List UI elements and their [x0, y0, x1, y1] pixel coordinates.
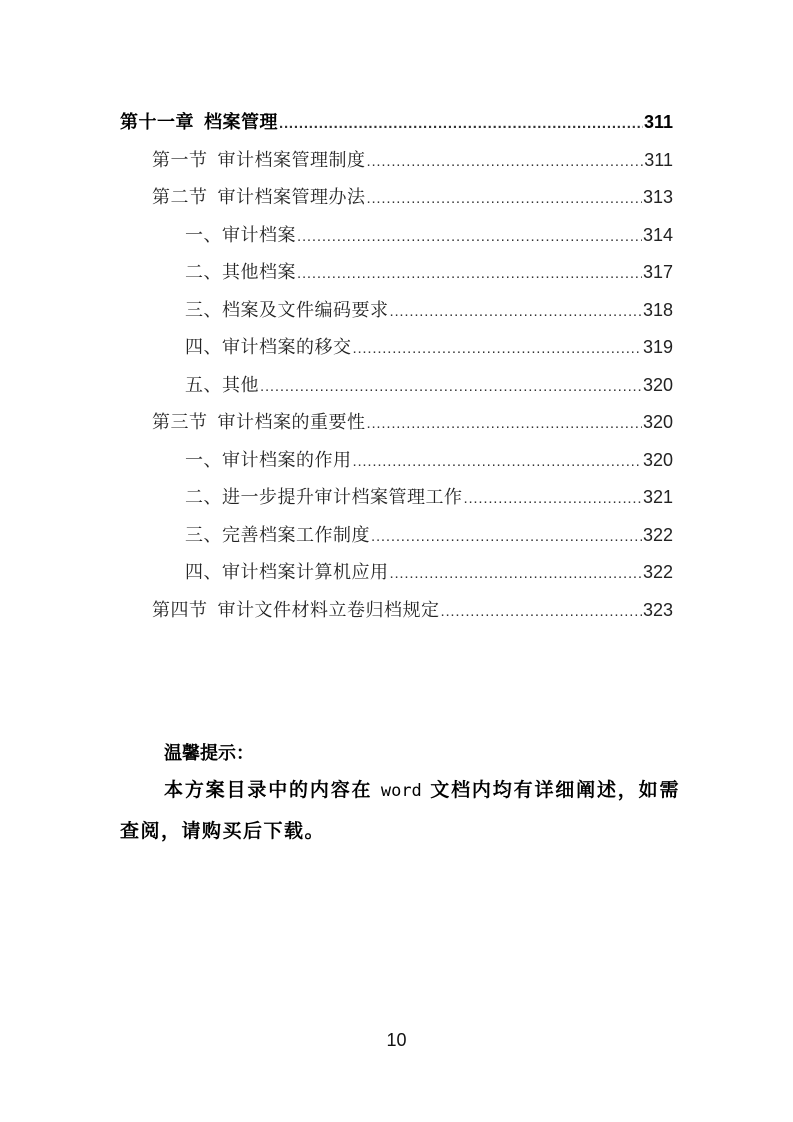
dot-leader: [441, 593, 642, 631]
toc-page-number: 311: [643, 112, 673, 132]
dot-leader: [367, 405, 642, 443]
dot-leader: [367, 180, 642, 218]
toc-entry-subsection[interactable]: [120, 217, 673, 255]
dot-leader: [390, 555, 642, 593]
dot-leader: [353, 330, 642, 368]
notice-block: [120, 738, 680, 851]
toc-page-number: 322: [642, 562, 673, 582]
toc-entry-subsection[interactable]: [120, 367, 673, 405]
dot-leader: [297, 218, 642, 256]
toc-page-number: 320: [642, 412, 673, 432]
toc-entry-title: 第十一章 档案管理: [120, 112, 278, 133]
toc-entry-subsection[interactable]: [120, 254, 673, 292]
dot-leader: [260, 368, 642, 406]
dot-leader: [390, 293, 642, 331]
toc-entry-title: 第一节 审计档案管理制度: [152, 149, 366, 171]
dot-leader: [279, 105, 643, 143]
toc-entry-section-2[interactable]: [120, 179, 673, 217]
toc-page-number: 313: [642, 187, 673, 207]
toc-entry-title: 一、审计档案的作用: [185, 449, 352, 471]
toc-entry-chapter-11[interactable]: [120, 104, 673, 142]
toc-page-number: 320: [642, 449, 673, 470]
toc-entry-title: 四、审计档案计算机应用: [185, 562, 389, 583]
page-number: 10: [386, 1030, 407, 1050]
toc-entry-title: 第二节 审计档案管理办法: [152, 187, 366, 208]
toc-entry-subsection[interactable]: [120, 442, 673, 480]
toc-entry-section-4[interactable]: [120, 592, 673, 630]
toc-entry-title: 五、其他: [185, 374, 259, 396]
toc-entry-subsection[interactable]: [120, 329, 673, 367]
toc-entry-title: 一、审计档案: [185, 224, 296, 246]
toc-entry-subsection[interactable]: [120, 292, 673, 330]
toc-entry-title: 三、完善档案工作制度: [185, 524, 370, 546]
toc-entry-title: 三、档案及文件编码要求: [185, 299, 389, 321]
toc-entry-subsection[interactable]: [120, 517, 673, 555]
toc-page-number: 323: [642, 599, 673, 620]
toc-entry-subsection[interactable]: [120, 554, 673, 592]
notice-title: 温馨提示：: [164, 743, 254, 764]
toc-page-number: 318: [642, 299, 673, 320]
toc-page-number: 317: [642, 262, 673, 282]
notice-body: 本方案目录中的内容在 word 文档内均有详细阐述，如需查阅，请购买后下载。: [120, 779, 680, 842]
dot-leader: [367, 143, 644, 181]
toc-page-number: 320: [642, 374, 673, 395]
toc-entry-title: 第三节 审计档案的重要性: [152, 412, 366, 433]
toc-entry-title: 二、其他档案: [185, 262, 296, 283]
dot-leader: [371, 518, 642, 556]
toc-page-number: 319: [642, 337, 673, 357]
toc-page-number: 311: [644, 149, 673, 170]
table-of-contents: [120, 104, 673, 629]
toc-entry-section-1[interactable]: [120, 142, 673, 180]
toc-entry-subsection[interactable]: [120, 479, 673, 517]
dot-leader: [353, 443, 642, 481]
toc-page-number: 321: [642, 487, 673, 507]
toc-entry-title: 二、进一步提升审计档案管理工作: [185, 487, 463, 508]
toc-page-number: 322: [642, 524, 673, 545]
toc-entry-title: 第四节 审计文件材料立卷归档规定: [152, 599, 440, 621]
toc-entry-section-3[interactable]: [120, 404, 673, 442]
dot-leader: [464, 480, 642, 518]
dot-leader: [297, 255, 642, 293]
toc-page-number: 314: [642, 224, 673, 245]
toc-entry-title: 四、审计档案的移交: [185, 337, 352, 358]
